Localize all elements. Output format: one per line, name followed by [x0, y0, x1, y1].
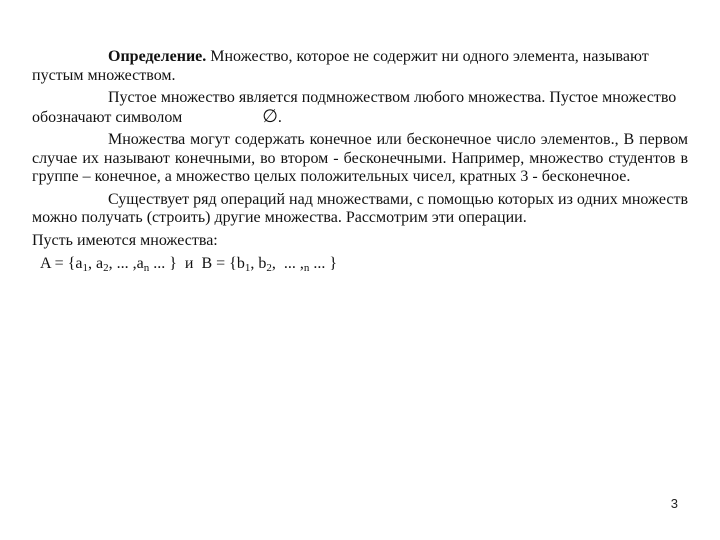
- sets-formula: [40, 254, 688, 274]
- empty-set-paragraph: [32, 89, 688, 127]
- set-a-open: A = {a: [40, 255, 83, 272]
- empty-set-text: Пустое множество является подмножеством любого множества. Пустое множество обозначают символом: [32, 89, 677, 126]
- empty-set-period: .: [277, 108, 282, 126]
- set-b-separator-1: , b: [250, 255, 267, 272]
- a2-subscript: 2: [103, 262, 109, 274]
- empty-set-icon: ∅: [262, 105, 278, 126]
- sets-intro-paragraph: Пусть имеются множества:: [32, 231, 218, 249]
- bn-subscript: n: [303, 262, 310, 274]
- conjunction: и: [176, 255, 202, 272]
- a1-subscript: 1: [82, 262, 88, 274]
- operations-paragraph: Существует ряд операций над множествами, с помощью которых из одних множеств можно получать (строить) другие множества. Рассмотрим эти операции.: [32, 190, 688, 226]
- set-b-open: B = {b: [201, 255, 245, 272]
- definition-text: Множество, которое не содержит ни одного элемента, называют пустым множеством.: [32, 48, 649, 84]
- b1-subscript: 1: [244, 262, 251, 274]
- definition-paragraph: [32, 48, 688, 85]
- definition-term: Определение.: [108, 48, 207, 65]
- set-b-close: ... }: [309, 255, 338, 272]
- b2-subscript: 2: [266, 262, 272, 274]
- an-subscript: n: [143, 262, 150, 274]
- set-a-separator-1: , a: [87, 255, 104, 272]
- set-a-separator-2: , ... ,a: [108, 255, 144, 272]
- set-a-close: ... }: [149, 255, 177, 272]
- page-number: 3: [670, 496, 678, 511]
- set-b-separator-2: , ... ,: [271, 255, 304, 272]
- finite-infinite-paragraph: Множества могут содержать конечное или бесконечное число элементов., В первом случае их называют конечными, во втором - бесконечными. Например, множество студентов в группе – конечное, а множество целых положительных чисел, кратных 3 - бесконечное.: [32, 131, 688, 185]
- slide-content: [32, 48, 688, 274]
